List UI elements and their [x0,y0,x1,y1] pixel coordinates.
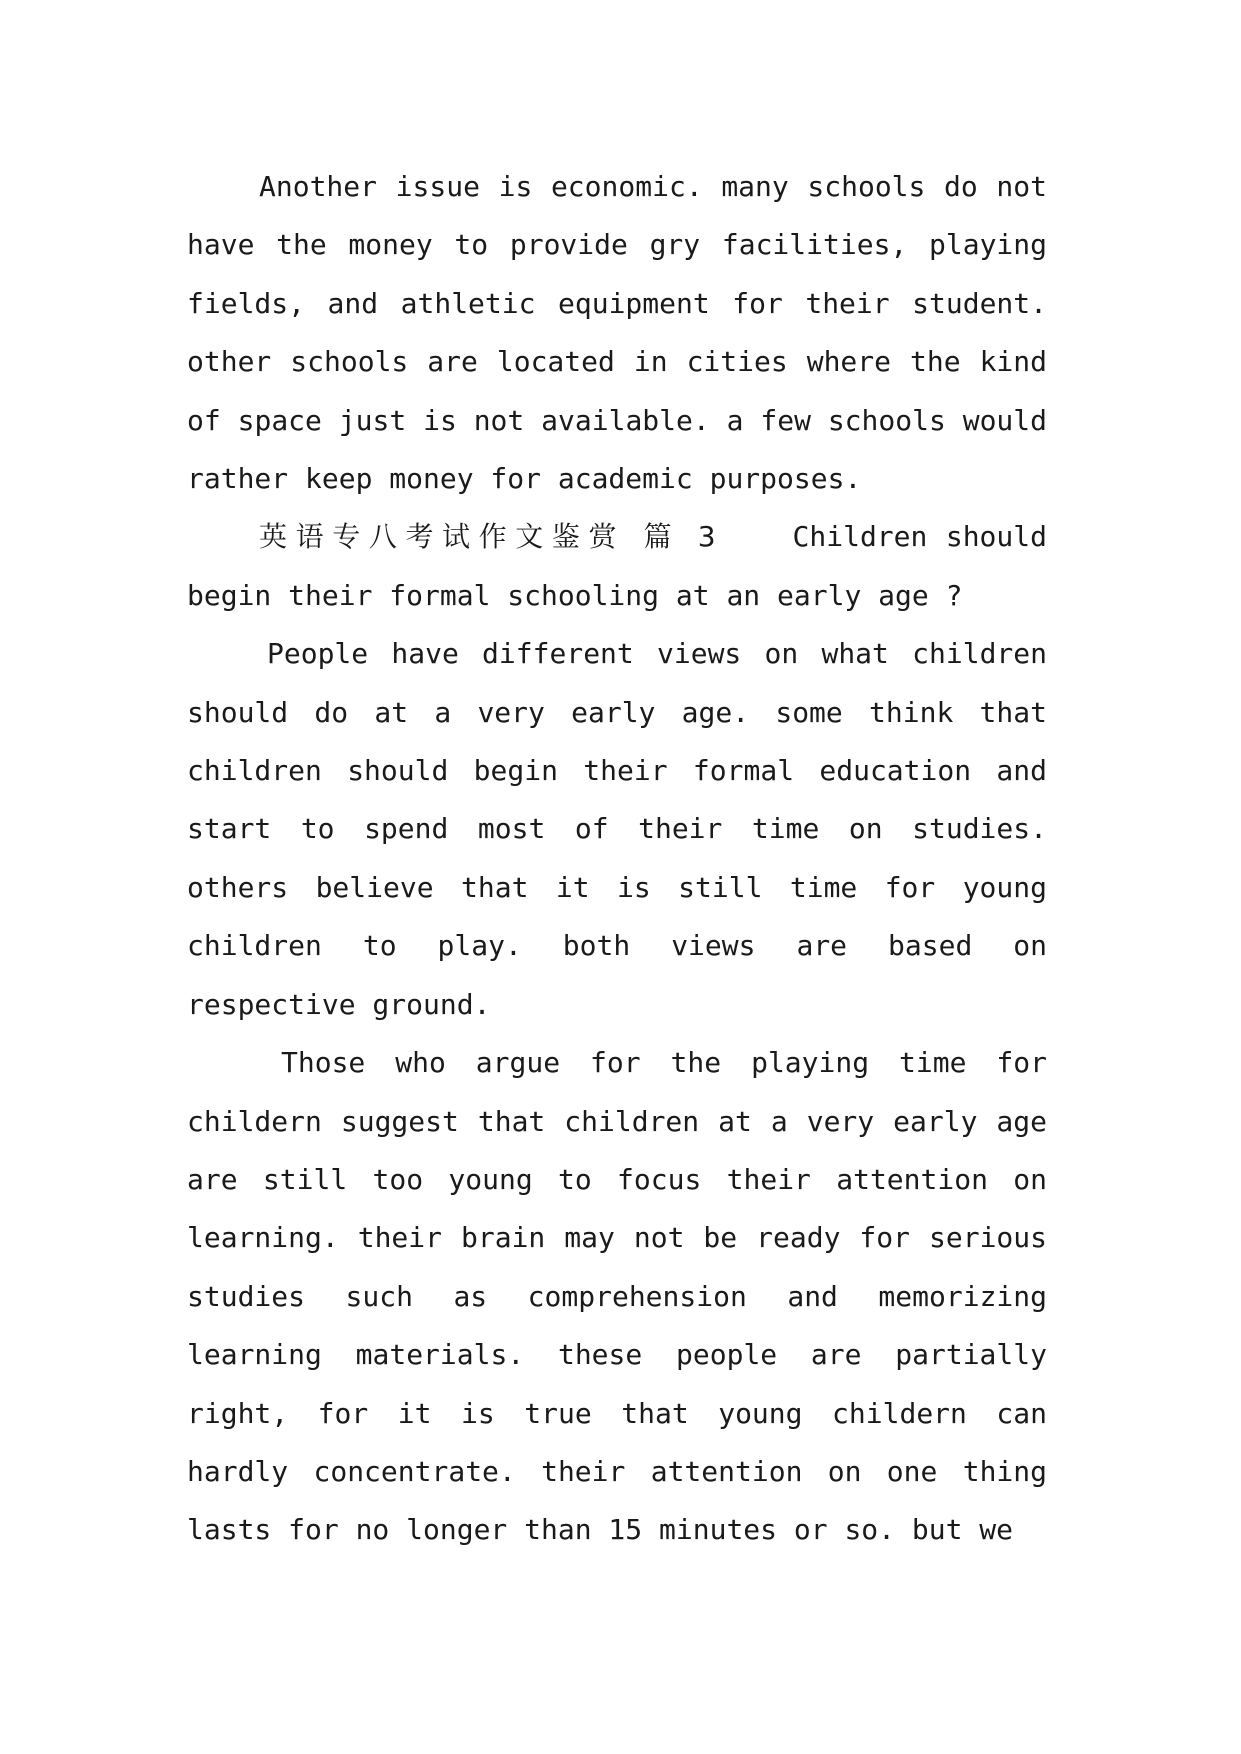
essay-series-title: 英语专八考试作文鉴赏 [259,520,626,554]
paragraph-playing-time: Those who argue for the playing time for childern suggest that children at a very early age are still too young to focus their attention on learning. their brain may not be ready for serious studies such as comprehension and memorizing learning materials. these people are partially right, for it is true that young childern can hardly concentrate. their attention on one thing lasts for no longer than 15 minutes or so. but we [187,1046,1047,1547]
paragraph-economic-issue: Another issue is economic. many schools do not have the money to provide gry facilities, playing fields, and athletic equipment for their student. other schools are located in cities where the kind of space just is not available. a few schools would rather keep money for academic purposes. [187,170,1047,496]
paragraph-different-views: People have different views on what children should do at a very early age. some think that children should begin their formal education and start to spend most of their time on studies. others believe that it is still time for young children to play. both views are based on respective ground. [187,637,1047,1021]
document-body [187,158,1047,1560]
essay-number: 篇 3 [643,520,723,554]
essay-heading [187,508,1047,625]
essay-question: Children should begin their formal schooling at an early age ? [187,520,1047,612]
